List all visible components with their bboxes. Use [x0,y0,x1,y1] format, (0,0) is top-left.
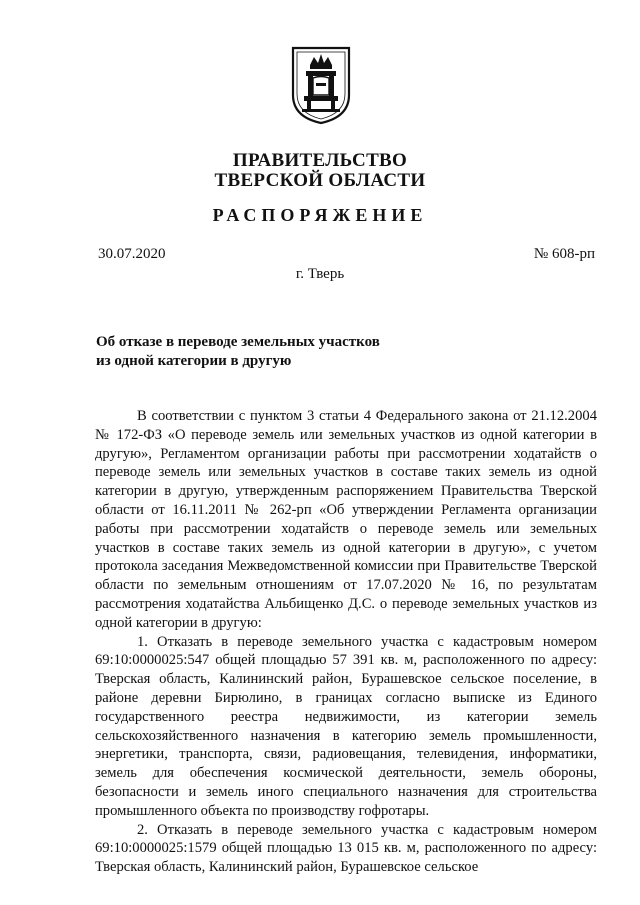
document-city: г. Тверь [295,266,345,282]
document-subject [96,333,380,371]
coat-of-arms-icon [290,45,352,125]
government-title-line1: ПРАВИТЕЛЬСТВО [232,150,408,171]
document-type: РАСПОРЯЖЕНИЕ [212,205,428,225]
item-1-paragraph: 1. Отказать в переводе земельного участка с кадастровым номером 69:10:0000025:547 общей площадью 57 391 кв. м, расположенного по адресу: Тверская область, Калининский район, Бурашевское сельское поселение, в районе деревни Бирюлино, в границах согласно выписке из Единого государственного реестра недвижимости, из категории земель сельскохозяйственного назначения в категорию земель промышленности, энергетики, транспорта, связи, радиовещания, телевидения, информатики, земель для обеспечения космической деятельности, земель обороны, безопасности и земель иного специального назначения для строительства промышленного объекта по производству гофротары. [95,633,597,819]
government-title-line2: ТВЕРСКОЙ ОБЛАСТИ [214,170,426,191]
subject-line1: Об отказе в переводе земельных участков [96,334,380,350]
item-2-paragraph: 2. Отказать в переводе земельного участка с кадастровым номером 69:10:0000025:1579 общей площадью 13 015 кв. м, расположенного по адресу: Тверская область, Калининский район, Бурашевское сельское [95,821,597,876]
document-number: № 608-рп [533,246,595,262]
subject-line2: из одной категории в другую [96,353,292,369]
intro-paragraph: В соответствии с пунктом 3 статьи 4 Федерального закона от 21.12.2004 № 172-ФЗ «О переводе земель или земельных участков из одной категории в другую», Регламентом организации работы при рассмотрении ходатайств о переводе земель или земельных участков в составе таких земель из одной категории в другую, утвержденным распоряжением Правительства Тверской области от 16.11.2011 № 262-рп «Об утверждении Регламента организации работы при рассмотрении ходатайств о переводе земель или земельных участков в составе таких земель из одной категории в другую», с учетом протокола заседания Межведомственной комиссии при Правительстве Тверской области по земельным отношениям от 17.07.2020 № 16, по результатам рассмотрения ходатайства Альбищенко Д.С. о переводе земельных участков из одной категории в другую: [95,408,597,631]
document-date: 30.07.2020 [98,246,166,262]
document-body [95,407,597,877]
